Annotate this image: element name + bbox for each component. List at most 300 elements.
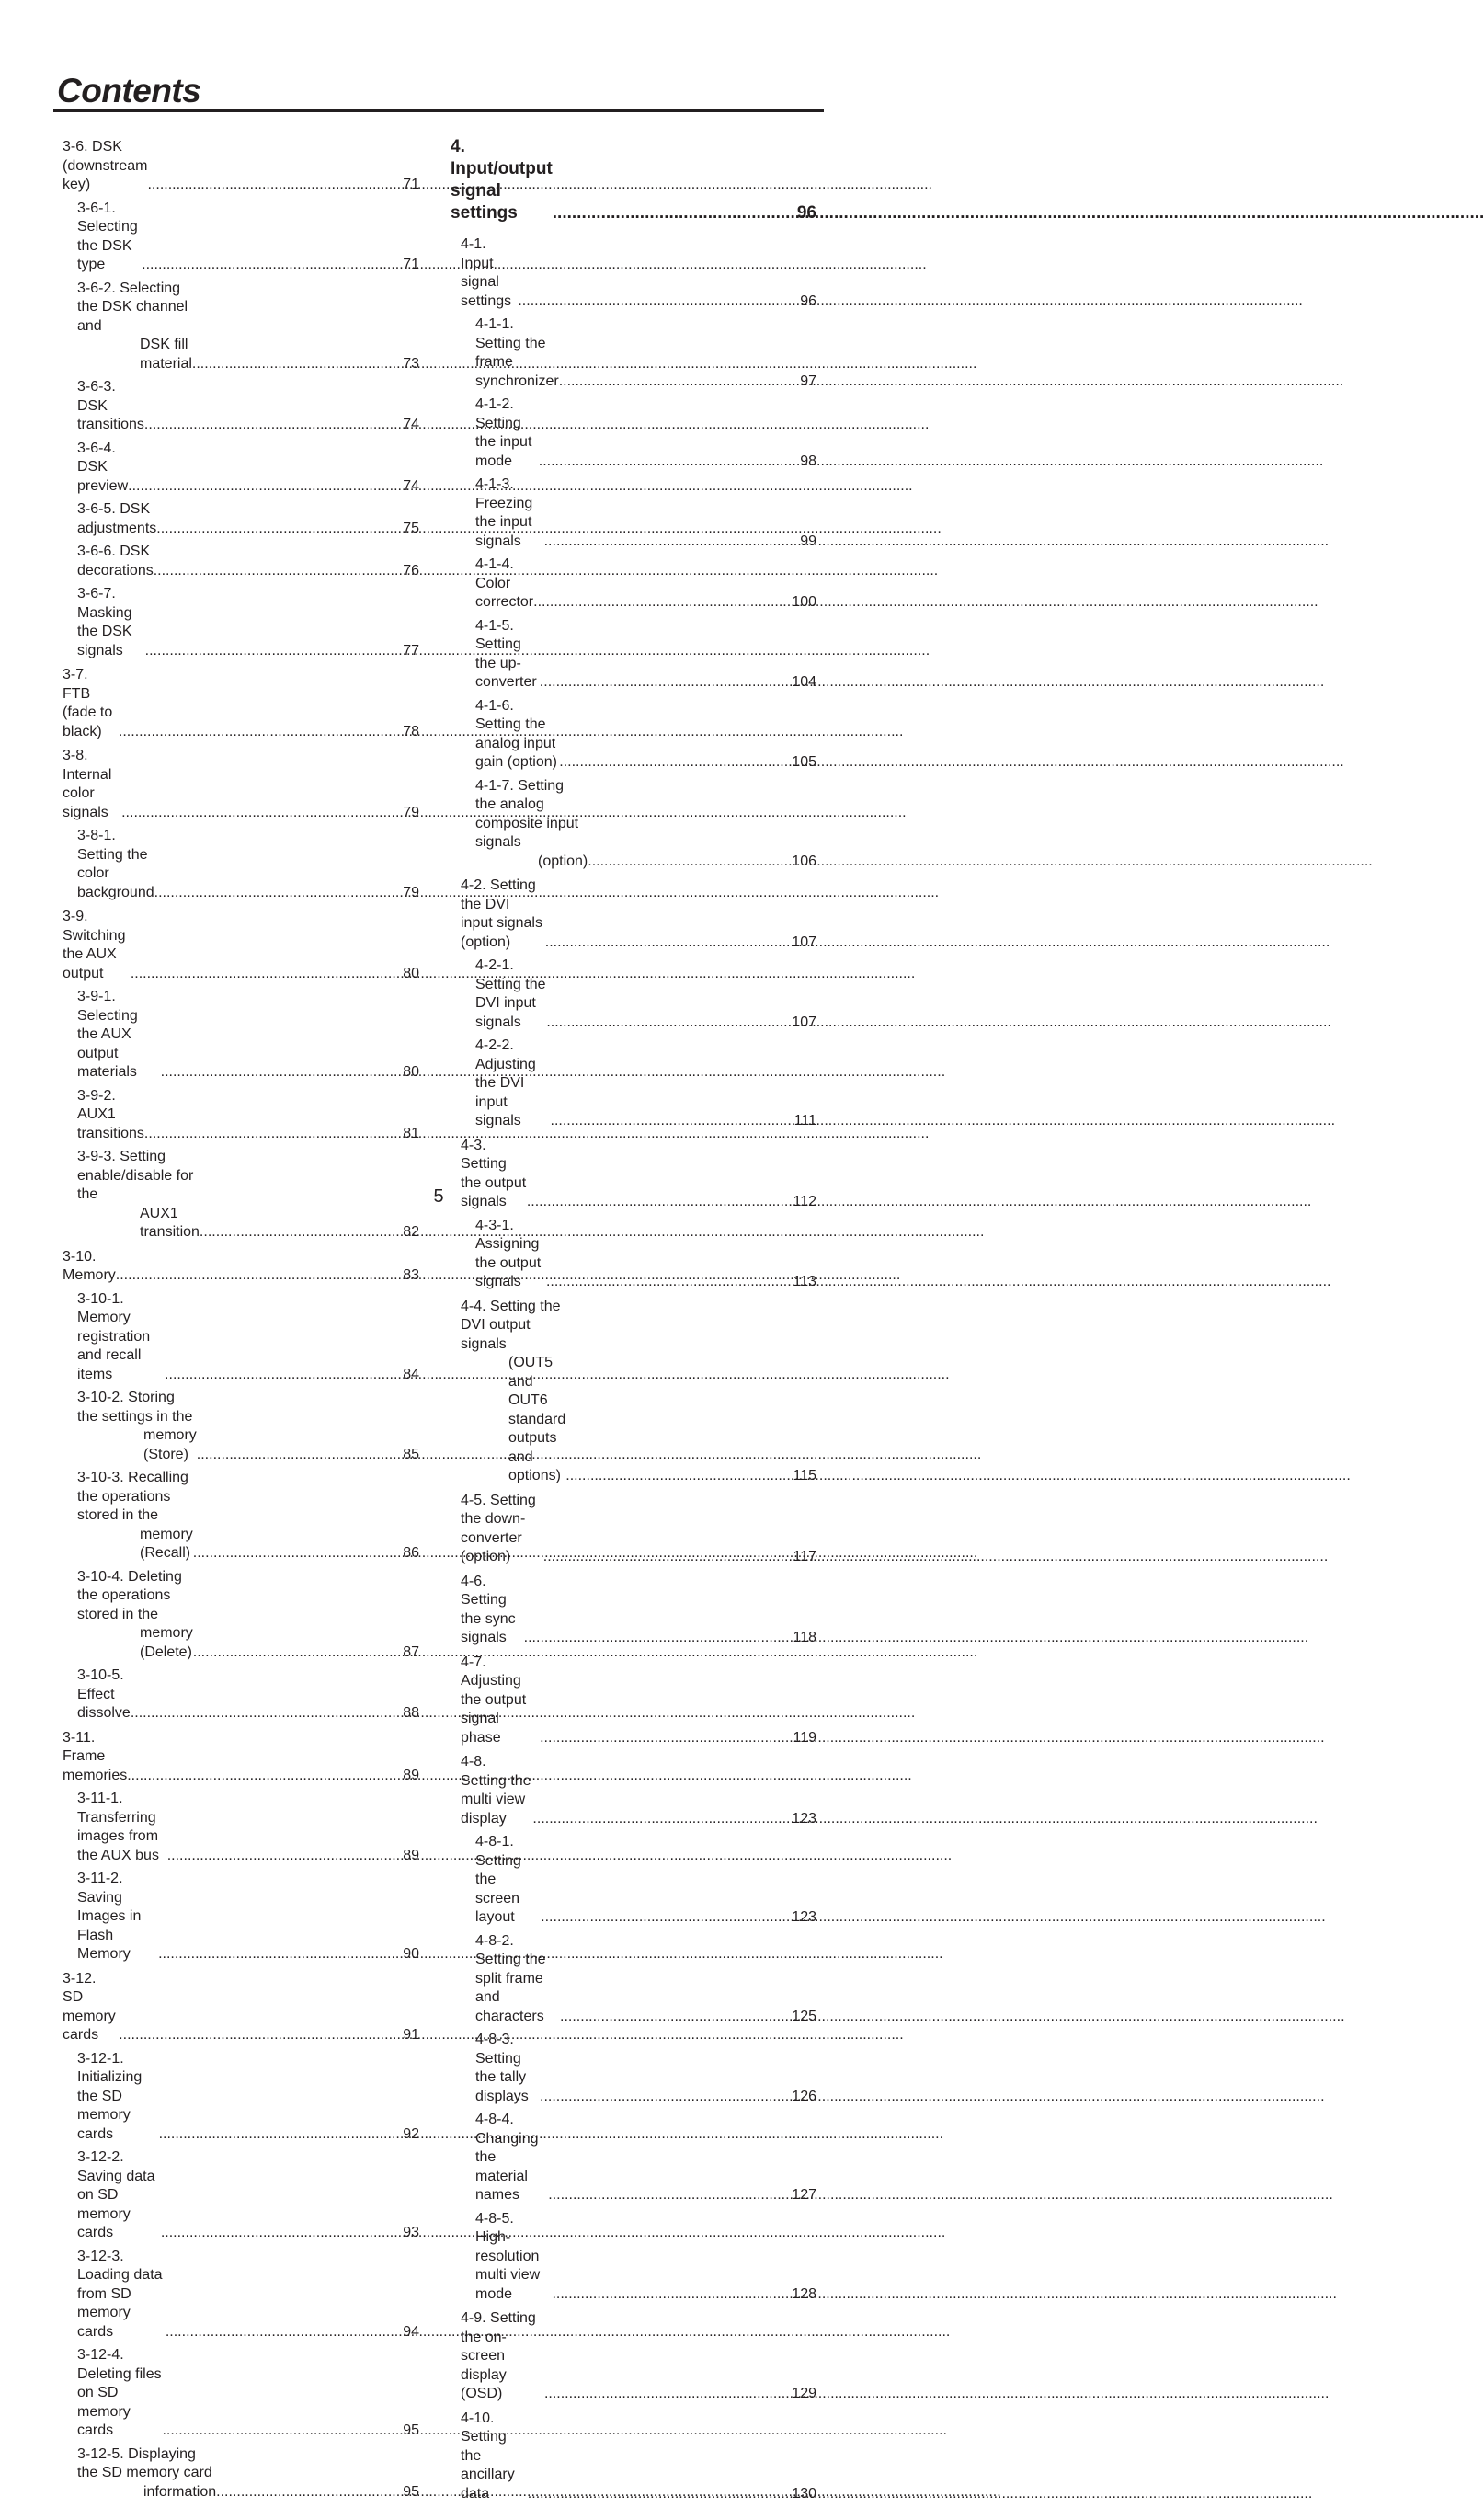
entry-page-number: 93: [403, 2225, 419, 2240]
entry-title-line: 4-2-1. Setting the DVI input signals: [475, 957, 546, 1030]
entry-title: [475, 956, 546, 1032]
toc-section-group: [63, 1729, 419, 1964]
entry-title: [77, 2148, 161, 2243]
dot-leader: [119, 2026, 403, 2045]
chapter-page-number: 96: [796, 203, 816, 223]
entry-title: [461, 2410, 528, 2504]
entry-title-line: 3-6-2. Selecting the DSK channel and: [77, 280, 188, 334]
entry-title-line: 4-3. Setting the output signals: [461, 1137, 527, 1209]
entry-title-line: 3-12. SD memory cards: [63, 1970, 116, 2043]
toc-chapter-heading[interactable]: [451, 136, 816, 224]
entry-page-number: 130: [792, 2485, 816, 2502]
entry-title: [475, 2031, 540, 2106]
entry-page-number: 81: [403, 1125, 419, 1141]
entry-page-number: 90: [403, 1946, 419, 1962]
toc-section-group: [451, 235, 816, 871]
dot-leader: [144, 416, 403, 435]
entry-title-line: 4-2-2. Adjusting the DVI input signals: [475, 1037, 536, 1128]
dot-leader: [116, 1266, 403, 1286]
entry-page-number: 107: [792, 1014, 816, 1030]
entry-page-number: 123: [792, 1909, 816, 1925]
entry-title: [461, 2309, 544, 2404]
dot-leader: [147, 176, 403, 195]
entry-title: [77, 500, 156, 538]
toc-subsection-entry[interactable]: [63, 2445, 419, 2502]
dot-leader: [159, 2125, 404, 2145]
entry-title-line: 4-8-3. Setting the tally displays: [475, 2032, 529, 2104]
entry-title-line: 3-11. Frame memories: [63, 1729, 128, 1783]
entry-title-line: 4-1. Input signal settings: [461, 236, 512, 309]
page-number: 5: [433, 1186, 444, 1207]
toc-subsection-entry[interactable]: [63, 1469, 419, 1563]
toc-section-entry[interactable]: [63, 747, 419, 822]
entry-title-line: 4-8-1. Setting the screen layout: [475, 1834, 521, 1925]
entry-title-continuation: (OUT5 and OUT6 standard outputs and: [508, 1355, 566, 1465]
entry-title-continuation: memory (Delete): [140, 1625, 193, 1660]
entry-title: [77, 1568, 193, 1663]
entry-title-line: 4-5. Setting the down-converter (option): [461, 1492, 536, 1564]
dot-leader: [131, 1704, 403, 1724]
entry-page-number: 82: [403, 1224, 419, 1240]
entry-title: [475, 1036, 551, 1131]
entry-title-line: 3-10-4. Deleting the operations stored in the: [77, 1568, 182, 1622]
toc-section-group: [63, 666, 419, 741]
entry-page-number: 77: [403, 642, 419, 658]
toc-section-entry[interactable]: [451, 2410, 816, 2504]
toc-subsection-entry[interactable]: [451, 1932, 816, 2027]
dot-leader: [543, 1548, 793, 1567]
entry-page-number: 94: [403, 2323, 419, 2340]
toc-subsection-entry[interactable]: [63, 543, 419, 580]
entry-title: [77, 2050, 159, 2145]
entry-page-number: 96: [800, 292, 816, 309]
dot-leader: [162, 2422, 403, 2441]
dot-leader: [154, 884, 404, 903]
entry-page-number: 79: [403, 884, 419, 900]
entry-title-line: 3-10-1. Memory registration and recall items: [77, 1290, 151, 1382]
entry-page-number: 107: [792, 933, 816, 950]
toc-section-entry[interactable]: [451, 1654, 816, 1748]
entry-title: [461, 1298, 565, 1486]
entry-page-number: 78: [403, 723, 419, 739]
entry-title-line: 3-10-5. Effect dissolve: [77, 1667, 131, 1721]
entry-title: [475, 1833, 541, 1928]
entry-title-line: 3-6-4. DSK preview: [77, 440, 129, 494]
entry-title: [77, 2445, 216, 2502]
dot-leader: [518, 292, 800, 312]
dot-leader: [161, 2224, 403, 2243]
dot-leader: [539, 452, 800, 472]
entry-title: [475, 697, 559, 773]
entry-title-line: 3-9. Switching the AUX output: [63, 909, 126, 981]
toc-subsection-entry[interactable]: [451, 777, 816, 872]
entry-page-number: 88: [403, 1705, 419, 1721]
entry-page-number: 74: [403, 417, 419, 432]
toc-section-entry[interactable]: [451, 1298, 816, 1486]
dot-leader: [528, 2485, 793, 2504]
entry-title: [77, 1870, 158, 1964]
entry-title-line: 4-1-1. Setting the frame synchronizer: [475, 316, 559, 389]
toc-section-entry[interactable]: [451, 235, 816, 311]
entry-title-line: 3-9-3. Setting enable/disable for the: [77, 1149, 194, 1202]
dot-leader: [197, 1446, 403, 1465]
entry-page-number: 113: [793, 1274, 816, 1289]
toc-subsection-entry[interactable]: [63, 2346, 419, 2441]
toc-subsection-entry[interactable]: [451, 2031, 816, 2106]
toc-subsection-entry[interactable]: [451, 475, 816, 551]
dot-leader: [540, 673, 793, 693]
toc-section-entry[interactable]: [63, 1729, 419, 1786]
entry-title: [63, 666, 119, 741]
entry-title: [461, 1753, 532, 1828]
entry-title-line: 3-9-2. AUX1 transitions: [77, 1087, 144, 1141]
entry-page-number: 84: [403, 1366, 419, 1382]
entry-page-number: 85: [403, 1446, 419, 1462]
dot-leader: [544, 533, 801, 552]
entry-title-line: 4-1-2. Setting the input mode: [475, 396, 532, 469]
entry-title: [77, 440, 128, 497]
toc-subsection-entry[interactable]: [63, 1790, 419, 1865]
entry-title: [77, 543, 154, 580]
toc-section-entry[interactable]: [63, 1970, 419, 2045]
dot-leader: [131, 965, 403, 984]
entry-title: [77, 1389, 197, 1464]
entry-title-line: 4-2. Setting the DVI input signals (option): [461, 877, 542, 950]
entry-title: [63, 1970, 119, 2045]
dot-leader: [119, 723, 403, 742]
entry-page-number: 119: [793, 1729, 816, 1746]
entry-page-number: 86: [403, 1545, 419, 1561]
dot-leader: [128, 477, 403, 497]
entry-title: [77, 378, 144, 435]
entry-title-line: 4-7. Adjusting the output signal phase: [461, 1654, 527, 1746]
entry-title-line: 3-6-7. Masking the DSK signals: [77, 586, 132, 658]
entry-page-number: 73: [403, 355, 419, 372]
entry-page-number: 89: [403, 1847, 419, 1863]
toc-subsection-entry[interactable]: [451, 617, 816, 693]
entry-page-number: 74: [403, 477, 419, 494]
toc-section-entry[interactable]: [63, 908, 419, 983]
entry-page-number: 92: [403, 2125, 419, 2142]
entry-page-number: 80: [403, 965, 419, 981]
entry-title-line: 4-8. Setting the multi view display: [461, 1754, 531, 1827]
toc-subsection-entry[interactable]: [451, 2210, 816, 2305]
entry-title: [461, 1654, 540, 1748]
toc-section-entry[interactable]: [451, 1753, 816, 1828]
toc-section-group: [451, 1753, 816, 2304]
entry-page-number: 105: [792, 754, 816, 770]
toc-subsection-entry[interactable]: [63, 440, 419, 497]
toc-subsection-entry[interactable]: [63, 1389, 419, 1464]
entry-title: [475, 555, 533, 613]
dot-leader: [548, 2186, 792, 2205]
entry-title-line: 3-6-5. DSK adjustments: [77, 501, 157, 536]
toc-subsection-entry[interactable]: [63, 1568, 419, 1663]
entry-page-number: 91: [403, 2027, 419, 2043]
entry-title: [77, 827, 154, 902]
toc-section-group: [451, 1492, 816, 1567]
entry-title-line: 4-8-2. Setting the split frame and characters: [475, 1932, 546, 2024]
toc-subsection-entry[interactable]: [451, 315, 816, 391]
toc-section-group: [63, 747, 419, 902]
entry-page-number: 71: [403, 177, 419, 192]
entry-title: [77, 988, 161, 1082]
toc-section-entry[interactable]: [451, 1492, 816, 1567]
toc-section-group: [451, 1298, 816, 1486]
toc-subsection-entry[interactable]: [63, 2050, 419, 2145]
entry-title: [475, 777, 588, 872]
dot-leader: [559, 753, 792, 773]
entry-title: [77, 1666, 131, 1724]
entry-title-continuation: AUX1 transition: [140, 1205, 200, 1240]
entry-title: [77, 1790, 167, 1865]
toc-left-column: [63, 138, 419, 2506]
dot-leader: [161, 1063, 404, 1082]
entry-title: [77, 280, 192, 374]
entry-title: [77, 1290, 165, 1385]
page-title: Contents: [57, 72, 201, 109]
entry-title: [63, 908, 131, 983]
toc-section-entry[interactable]: [451, 2309, 816, 2404]
entry-title: [461, 876, 545, 952]
entry-page-number: 106: [792, 853, 816, 869]
toc-section-group: [63, 138, 419, 660]
toc-section-group: [451, 1654, 816, 1748]
entry-title-line: 3-6-3. DSK transitions: [77, 379, 144, 432]
entry-page-number: 117: [793, 1549, 816, 1564]
toc-subsection-entry[interactable]: [63, 827, 419, 902]
entry-title: [77, 585, 145, 660]
toc-subsection-entry[interactable]: [63, 988, 419, 1082]
dot-leader: [533, 593, 792, 613]
toc-section-group: [451, 2410, 816, 2504]
entry-title: [63, 747, 121, 822]
dot-leader: [545, 933, 793, 953]
entry-page-number: 71: [403, 257, 419, 272]
toc-subsection-entry[interactable]: [63, 585, 419, 660]
dot-leader: [142, 256, 403, 275]
toc-subsection-entry[interactable]: [451, 395, 816, 471]
entry-title-line: 4-1-6. Setting the analog input gain (option): [475, 697, 557, 770]
toc-section-entry[interactable]: [451, 1573, 816, 1648]
dot-leader: [193, 1544, 403, 1563]
dot-leader: [553, 202, 797, 224]
entry-page-number: 87: [403, 1643, 419, 1660]
dot-leader: [127, 1767, 403, 1786]
dot-leader: [121, 804, 403, 823]
entry-title-line: 4-1-5. Setting the up-converter: [475, 617, 537, 690]
entry-page-number: 99: [800, 533, 816, 549]
entry-title-continuation: DSK fill material: [140, 337, 192, 372]
entry-title-line: 4-6. Setting the sync signals: [461, 1573, 516, 1645]
dot-leader: [540, 2088, 792, 2107]
dot-leader: [565, 1467, 793, 1486]
entry-title-line: 3-12-2. Saving data on SD memory cards: [77, 2149, 155, 2240]
entry-title-line: 3-6-1. Selecting the DSK type: [77, 200, 138, 272]
dot-leader: [200, 1223, 403, 1243]
entry-title-line: 3-10-2. Storing the settings in the: [77, 1390, 193, 1425]
entry-page-number: 115: [793, 1468, 816, 1483]
entry-title-line: 3-11-1. Transferring images from the AUX bus: [77, 1791, 159, 1863]
dot-leader: [167, 1847, 403, 1866]
entry-page-number: 104: [792, 674, 816, 690]
dot-leader: [559, 372, 801, 392]
entry-page-number: 118: [793, 1630, 816, 1645]
entry-title: [77, 200, 142, 275]
entry-title: [475, 2210, 552, 2305]
entry-title-line: 3-10. Memory: [63, 1248, 116, 1283]
entry-title: [475, 2111, 548, 2205]
entry-page-number: 100: [792, 594, 816, 610]
entry-title: [77, 1469, 193, 1563]
toc-subsection-entry[interactable]: [63, 500, 419, 538]
toc-subsection-entry[interactable]: [451, 1833, 816, 1928]
toc-subsection-entry[interactable]: [63, 280, 419, 374]
entry-page-number: 112: [793, 1194, 816, 1209]
entry-title-line: 4-4. Setting the DVI output signals: [461, 1298, 561, 1352]
entry-title-line: 3-7. FTB (fade to black): [63, 667, 113, 739]
entry-page-number: 75: [403, 520, 419, 536]
dot-leader: [552, 2285, 792, 2305]
title-rule: [53, 109, 824, 112]
entry-page-number: 125: [792, 2008, 816, 2024]
entry-page-number: 123: [792, 1810, 816, 1827]
dot-leader: [192, 355, 403, 374]
toc-subsection-entry[interactable]: [63, 1087, 419, 1144]
entry-page-number: 126: [792, 2088, 816, 2104]
entry-page-number: 89: [403, 1767, 419, 1783]
toc-section-entry[interactable]: [63, 666, 419, 741]
entry-title-line: 3-12-3. Loading data from SD memory cards: [77, 2248, 163, 2340]
toc-section-group: [451, 1137, 816, 1292]
entry-title-continuation: options): [508, 1468, 561, 1483]
toc-subsection-entry[interactable]: [451, 2111, 816, 2205]
toc-right-column: [451, 136, 816, 2508]
dot-leader: [546, 1273, 793, 1292]
entry-title: [63, 138, 147, 195]
dot-leader: [156, 520, 403, 539]
toc-section-entry[interactable]: [63, 138, 419, 195]
entry-page-number: 80: [403, 1064, 419, 1080]
entry-title-continuation: information: [143, 2483, 217, 2500]
entry-title: [77, 1087, 144, 1144]
dot-leader: [165, 1366, 403, 1385]
entry-title-line: 3-8. Internal color signals: [63, 748, 112, 820]
dot-leader: [158, 1945, 403, 1964]
entry-page-number: 111: [793, 1113, 816, 1128]
entry-page-number: 98: [800, 452, 816, 469]
toc-section-group: [451, 2309, 816, 2404]
dot-leader: [560, 2008, 792, 2027]
entry-title: [63, 1248, 116, 1286]
entry-page-number: 95: [403, 2422, 419, 2438]
toc-section-entry[interactable]: [63, 1248, 419, 1286]
dot-leader: [145, 642, 404, 661]
toc-subsection-entry[interactable]: [63, 378, 419, 435]
entry-title: [475, 315, 559, 391]
toc-subsection-entry[interactable]: [451, 555, 816, 613]
entry-title-line: 3-10-3. Recalling the operations stored in the: [77, 1470, 188, 1523]
dot-leader: [524, 1629, 793, 1648]
dot-leader: [154, 562, 403, 581]
toc-section-group: [63, 1970, 419, 2502]
entry-title: [475, 1932, 560, 2027]
entry-page-number: 76: [403, 562, 419, 578]
entry-title-line: 4-8-5. High-resolution multi view mode: [475, 2210, 541, 2302]
toc-subsection-entry[interactable]: [63, 1290, 419, 1385]
entry-title-line: 3-12-1. Initializing the SD memory cards: [77, 2050, 143, 2142]
entry-title-line: 4-1-3. Freezing the input signals: [475, 476, 533, 549]
entry-title: [461, 1492, 543, 1567]
entry-page-number: 129: [792, 2386, 816, 2401]
toc-subsection-entry[interactable]: [63, 200, 419, 275]
entry-page-number: 128: [792, 2285, 816, 2302]
toc-subsection-entry[interactable]: [451, 956, 816, 1032]
toc-subsection-entry[interactable]: [63, 1870, 419, 1964]
entry-title-line: 3-12-5. Displaying the SD memory card: [77, 2445, 212, 2480]
dot-leader: [546, 1014, 792, 1033]
entry-page-number: 79: [403, 804, 419, 820]
toc-subsection-entry[interactable]: [63, 1666, 419, 1724]
entry-title: [475, 395, 539, 471]
entry-title-line: 4-9. Setting the on-screen display (OSD): [461, 2310, 536, 2401]
toc-subsection-entry[interactable]: [63, 2148, 419, 2243]
entry-page-number: 83: [403, 1267, 419, 1283]
entry-title: [475, 475, 544, 551]
entry-title: [63, 1729, 127, 1786]
entry-title-continuation: (option): [538, 853, 588, 869]
entry-title-line: 3-8-1. Setting the color background: [77, 828, 154, 900]
toc-section-group: [451, 1573, 816, 1648]
toc-subsection-entry[interactable]: [63, 2248, 419, 2342]
entry-title: [475, 617, 540, 693]
entry-page-number: 95: [403, 2483, 419, 2500]
dot-leader: [166, 2323, 403, 2342]
entry-title-line: 3-9-1. Selecting the AUX output materials: [77, 989, 138, 1080]
toc-section-group: [63, 1248, 419, 1724]
entry-title-line: 3-11-2. Saving Images in Flash Memory: [77, 1871, 142, 1962]
entry-title-line: 4-8-4. Changing the material names: [475, 2112, 539, 2203]
entry-title-line: 3-12-4. Deleting files on SD memory cards: [77, 2347, 162, 2438]
toc-subsection-entry[interactable]: [451, 1217, 816, 1292]
dot-leader: [144, 1125, 403, 1144]
entry-title-continuation: memory (Store): [143, 1427, 197, 1462]
dot-leader: [216, 2483, 403, 2502]
toc-subsection-entry[interactable]: [451, 697, 816, 773]
toc-subsection-entry[interactable]: [451, 1036, 816, 1131]
dot-leader: [544, 2385, 792, 2404]
entry-page-number: 127: [792, 2187, 816, 2203]
entry-title-continuation: memory (Recall): [140, 1526, 193, 1561]
toc-section-entry[interactable]: [451, 876, 816, 952]
dot-leader: [540, 1729, 793, 1748]
dot-leader: [541, 1908, 792, 1928]
dot-leader: [193, 1643, 403, 1663]
chapter-title: 4. Input/output signal settings: [451, 137, 553, 223]
entry-title-line: 4-1-7. Setting the analog composite input signals: [475, 777, 579, 850]
entry-title: [461, 1573, 524, 1648]
entry-page-number: 97: [800, 372, 816, 389]
toc-section-group: [451, 876, 816, 1131]
entry-title-line: 4-3-1. Assigning the output signals: [475, 1217, 542, 1289]
dot-leader: [588, 853, 792, 872]
entry-title: [77, 2248, 166, 2342]
entry-title-line: 3-6-6. DSK decorations: [77, 544, 154, 578]
entry-title: [77, 2346, 162, 2441]
dot-leader: [551, 1112, 794, 1131]
entry-title: [461, 235, 518, 311]
entry-title-line: 4-10. Setting the ancillary data: [461, 2410, 515, 2502]
